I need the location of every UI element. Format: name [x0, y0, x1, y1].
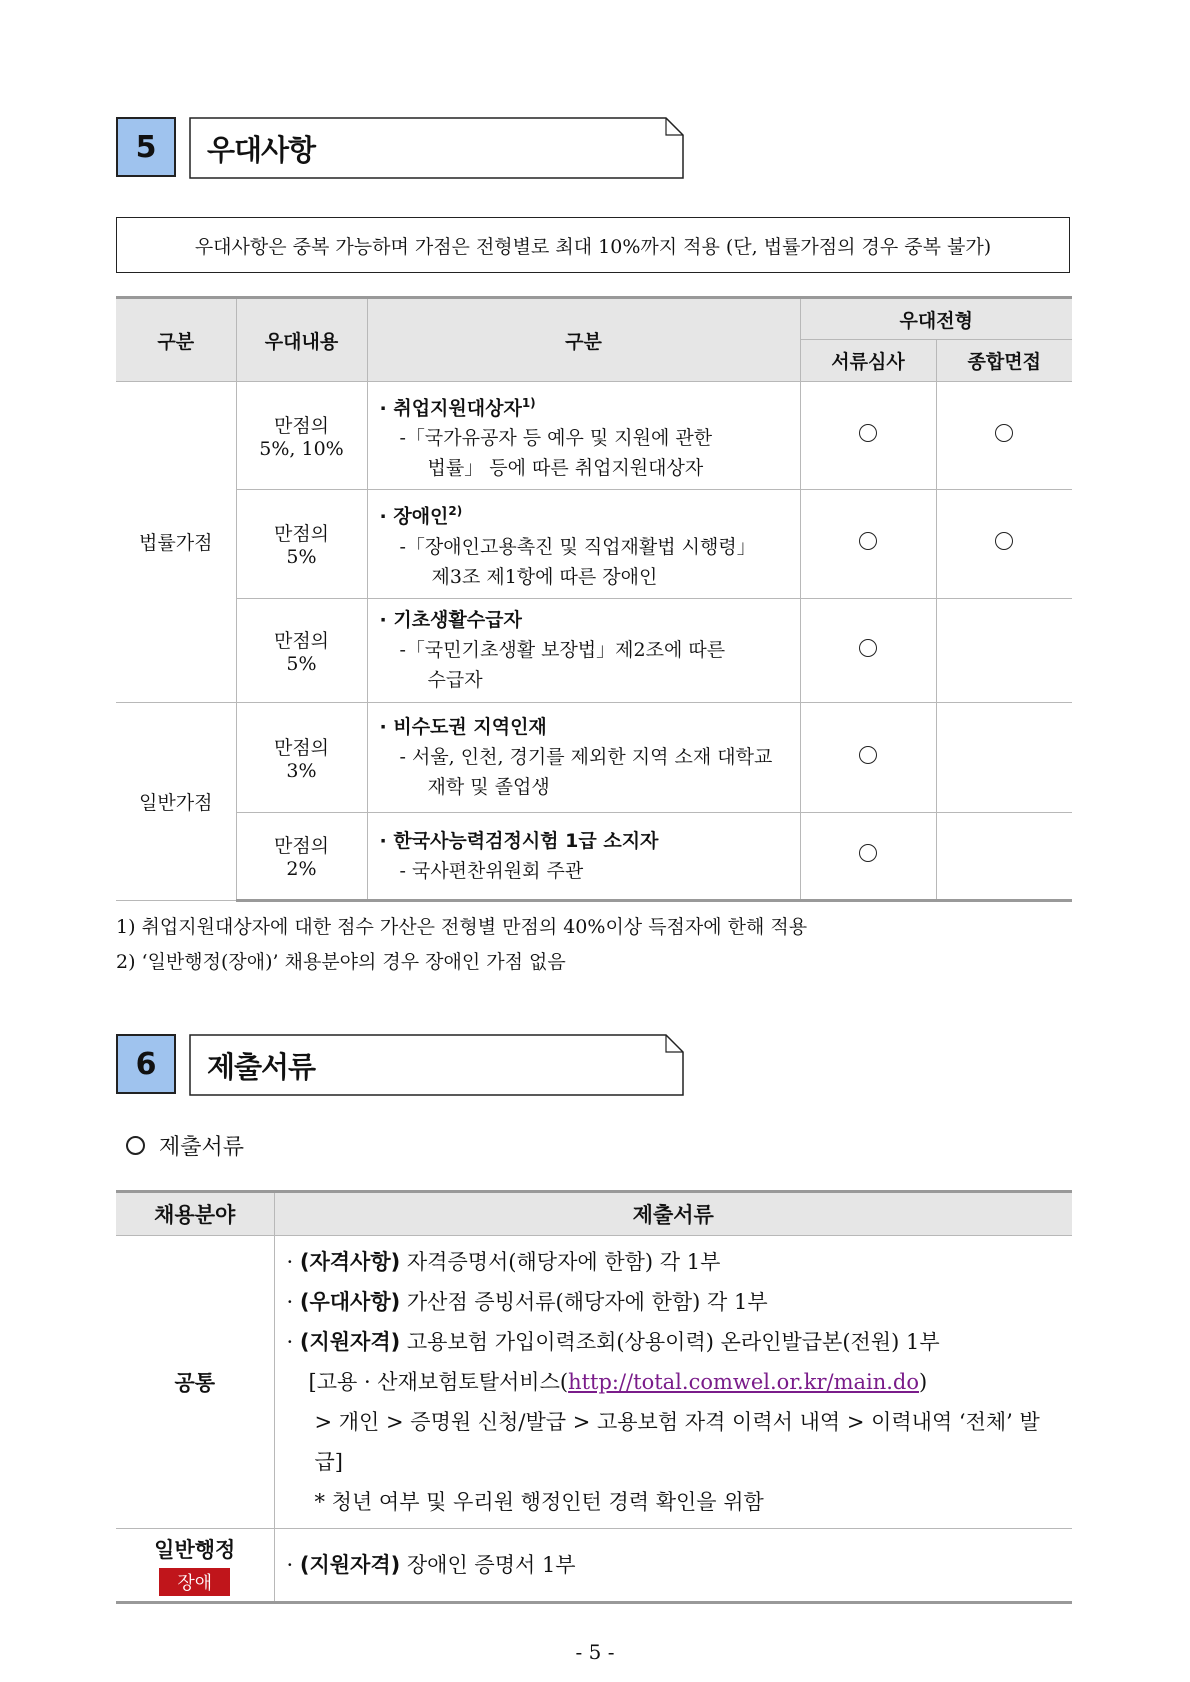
circle-mark [995, 532, 1013, 550]
benefit-cell [236, 382, 367, 490]
benefit-line: 만점의 [273, 415, 330, 438]
section-number: 6 [116, 1034, 176, 1094]
condition-desc: - 국사편찬위원회 주관 [399, 859, 584, 882]
header-interview: 종합면접 [936, 340, 1072, 382]
header-doc-review: 서류심사 [800, 340, 936, 382]
table-row [116, 382, 1072, 490]
doc-text: 자격증명서(해당자에 한함) 각 1부 [400, 1250, 721, 1274]
condition-desc: -「국가유공자 등 예우 및 지원에 관한 [399, 427, 713, 450]
mark-doc-review [800, 382, 936, 490]
benefit-cell [236, 598, 367, 702]
remark: * 청년 여부 및 우리원 행정인턴 경력 확인을 위함 [314, 1490, 764, 1514]
header-stage: 우대전형 [800, 298, 1072, 340]
condition-desc: 법률」 등에 따른 취업지원대상자 [427, 457, 704, 480]
field-common: 공통 [116, 1236, 274, 1529]
doc-item: · (우대사항) 가산점 증빙서류(해당자에 한함) 각 1부 [286, 1290, 768, 1314]
table-row [116, 702, 1072, 812]
header-category: 구분 [116, 298, 236, 382]
table-row [116, 598, 1072, 702]
condition-desc: 수급자 [427, 669, 483, 692]
table-row [116, 812, 1072, 900]
path-suffix: ) [919, 1370, 928, 1394]
benefit-value: 5%, 10% [259, 438, 344, 461]
circle-mark [995, 424, 1013, 442]
doc-item: · (자격사항) 자격증명서(해당자에 한함) 각 1부 [286, 1250, 721, 1274]
benefit-value: 5% [286, 652, 317, 675]
condition-name: 기초생활수급자 [393, 609, 522, 632]
condition-name: 장애인 [393, 505, 449, 528]
section-title: 우대사항 [207, 132, 316, 167]
section-title-box [189, 117, 684, 179]
documents-table [116, 1190, 1072, 1604]
condition-title [380, 496, 792, 531]
condition-cell [367, 598, 800, 702]
bullet: · [379, 609, 387, 632]
benefit-value: 2% [286, 858, 317, 881]
condition-cell [367, 490, 800, 598]
bullet: · [379, 716, 387, 739]
header-docs: 제출서류 [274, 1192, 1072, 1236]
mark-interview [936, 812, 1072, 900]
mark-interview [936, 598, 1072, 702]
doc-text: 고용보험 가입이력조회(상용이력) 온라인발급본(전원) 1부 [400, 1330, 940, 1354]
benefit-cell [236, 702, 367, 812]
mark-interview [936, 702, 1072, 812]
service-path [287, 1362, 1063, 1402]
disabled-badge: 장애 [159, 1568, 230, 1596]
doc-text: 가산점 증빙서류(해당자에 한함) 각 1부 [400, 1290, 768, 1314]
table-row [116, 1236, 1072, 1529]
condition-title [380, 388, 792, 423]
condition-cell [367, 702, 800, 812]
circle-mark [859, 532, 877, 550]
benefit-line: 만점의 [273, 736, 330, 759]
section-title: 제출서류 [207, 1049, 316, 1084]
condition-desc: 재학 및 졸업생 [427, 776, 550, 799]
footnote-ref: 2) [448, 504, 463, 519]
condition-desc: 제3조 제1항에 따른 장애인 [431, 565, 658, 588]
table-row [116, 1529, 1072, 1603]
condition-title [380, 826, 792, 856]
circle-mark [859, 844, 877, 862]
doc-tag: (자격사항) [299, 1250, 401, 1274]
condition-title [380, 712, 792, 742]
subheading [126, 1130, 244, 1161]
field-disabled [116, 1529, 274, 1603]
doc-item: · (지원자격) 고용보험 가입이력조회(상용이력) 온라인발급본(전원) 1부 [286, 1330, 940, 1354]
circle-bullet-icon [126, 1136, 145, 1155]
benefit-line: 만점의 [273, 835, 330, 858]
table-row [116, 490, 1072, 598]
page-number: - 5 - [575, 1640, 615, 1664]
mark-interview [936, 490, 1072, 598]
mark-doc-review [800, 812, 936, 900]
circle-mark [859, 639, 877, 657]
condition-cell [367, 382, 800, 490]
footnote-1: 1) 취업지원대상자에 대한 점수 가산은 전형별 만점의 40%이상 득점자에 한해 적용 [116, 916, 808, 938]
mark-interview [936, 382, 1072, 490]
condition-name: 한국사능력검정시험 1급 소지자 [393, 829, 659, 852]
footnote-ref: 1) [521, 396, 536, 410]
condition-desc: - 서울, 인천, 경기를 제외한 지역 소재 대학교 [399, 746, 773, 769]
doc-text: 장애인 증명서 1부 [400, 1553, 576, 1577]
mark-doc-review [800, 598, 936, 702]
benefit-value: 5% [286, 546, 317, 569]
docs-cell [274, 1236, 1072, 1529]
benefit-value: 3% [286, 759, 317, 782]
doc-tag: (우대사항) [299, 1290, 401, 1314]
footnote-2: 2) ‘일반행정(장애)’ 채용분야의 경우 장애인 가점 없음 [116, 951, 566, 973]
condition-desc: -「국민기초생활 보장법」제2조에 따른 [399, 639, 726, 662]
bullet: · [379, 829, 387, 852]
benefit-cell [236, 812, 367, 900]
field-name: 일반행정 [154, 1538, 236, 1562]
benefit-line: 만점의 [273, 523, 330, 546]
path-prefix: [고용 · 산재보험토탈서비스( [308, 1370, 569, 1394]
subheading-text: 제출서류 [159, 1135, 245, 1160]
benefit-cell [236, 490, 367, 598]
condition-name: 취업지원대상자 [393, 397, 522, 420]
comwel-link[interactable]: http://total.comwel.or.kr/main.do [568, 1370, 920, 1394]
mark-doc-review [800, 490, 936, 598]
preference-table [116, 296, 1072, 902]
doc-tag: (지원자격) [299, 1330, 401, 1354]
header-detail: 구분 [367, 298, 800, 382]
mark-doc-review [800, 702, 936, 812]
group-general: 일반가점 [116, 702, 236, 900]
benefit-line: 만점의 [273, 629, 330, 652]
doc-tag: (지원자격) [299, 1553, 401, 1577]
condition-cell [367, 812, 800, 900]
section-number: 5 [116, 117, 176, 177]
section-title-box [189, 1034, 684, 1096]
notice-box: 우대사항은 중복 가능하며 가점은 전형별로 최대 10%까지 적용 (단, 법률가점의 경우 중복 불가) [116, 217, 1070, 273]
bullet: · [379, 397, 387, 420]
service-path-steps: > 개인 > 증명원 신청/발급 > 고용보험 자격 이력서 내역 > 이력내역 ‘전체’ 발급] [314, 1410, 1040, 1474]
condition-title [380, 605, 792, 635]
bullet: · [379, 505, 387, 528]
circle-mark [859, 746, 877, 764]
docs-cell [274, 1529, 1072, 1603]
condition-name: 비수도권 지역인재 [393, 716, 547, 739]
group-legal: 법률가점 [116, 382, 236, 703]
condition-desc: -「장애인고용촉진 및 직업재활법 시행령」 [399, 535, 756, 558]
header-field: 채용분야 [116, 1192, 274, 1236]
circle-mark [859, 424, 877, 442]
doc-item: · (지원자격) 장애인 증명서 1부 [286, 1553, 576, 1577]
header-benefit: 우대내용 [236, 298, 367, 382]
